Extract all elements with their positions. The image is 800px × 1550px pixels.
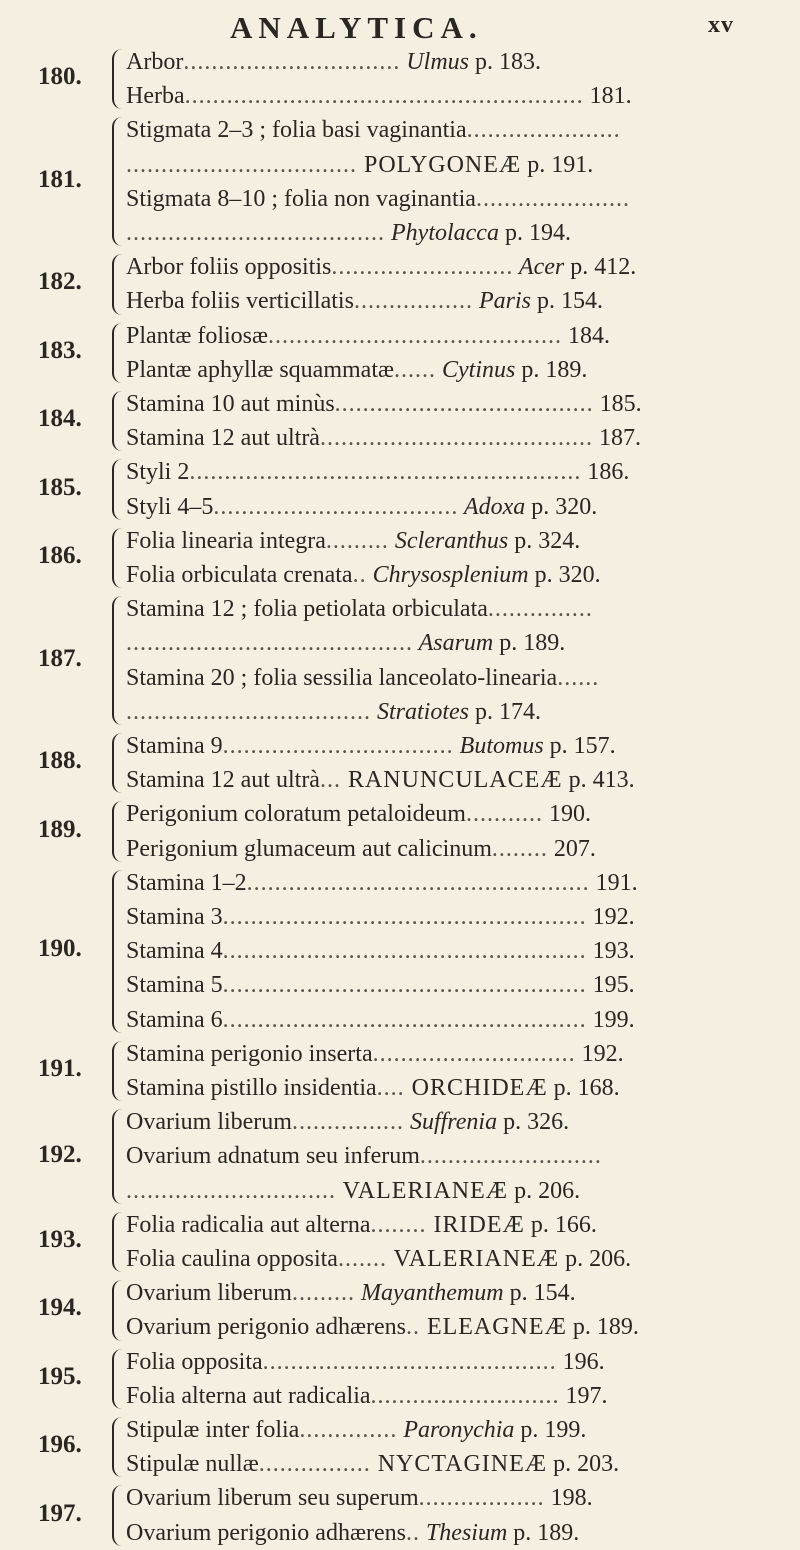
lead-text: Folia linearia integra bbox=[126, 527, 326, 554]
dot-leader: ................ bbox=[258, 1451, 371, 1478]
key-line bbox=[126, 182, 766, 216]
key-line bbox=[126, 695, 766, 729]
key-line bbox=[126, 1208, 766, 1242]
dot-leader: ........ bbox=[370, 1211, 427, 1238]
page-reference: p. 320. bbox=[525, 493, 598, 520]
lead-text: Stamina 4 bbox=[126, 938, 223, 965]
lead-text: Arbor bbox=[126, 49, 184, 75]
page-reference: p. 189. bbox=[507, 1519, 580, 1546]
dot-leader: ....................................... bbox=[319, 425, 593, 452]
key-line bbox=[126, 79, 766, 113]
lead-text: Perigonium coloratum petaloideum bbox=[126, 801, 466, 828]
lead-text: Folia caulina opposita bbox=[126, 1246, 338, 1272]
key-line bbox=[126, 216, 766, 250]
key-line bbox=[126, 455, 766, 489]
genus-name: Paris bbox=[472, 288, 531, 315]
lead-text: Stamina 1–2 bbox=[126, 869, 247, 896]
couplet-number: 183. bbox=[38, 336, 82, 364]
page-reference: p. 166. bbox=[524, 1211, 597, 1238]
key-line bbox=[126, 866, 766, 900]
lead-text: Stamina 6 bbox=[126, 1006, 223, 1033]
genus-name: Scleranthus bbox=[388, 527, 509, 554]
key-line bbox=[126, 490, 766, 524]
page-reference: 184. bbox=[562, 322, 611, 349]
couplet-number: 186. bbox=[38, 542, 82, 569]
dot-leader: .. bbox=[352, 562, 367, 588]
genus-name: Acer bbox=[513, 254, 565, 281]
family-name: ELEAGNEÆ bbox=[419, 1314, 567, 1341]
lead-text: Styli 2 bbox=[126, 459, 190, 486]
dot-leader: ................................... bbox=[213, 493, 459, 520]
key-line bbox=[126, 1310, 766, 1344]
page-reference: 187. bbox=[592, 425, 641, 452]
genus-name: Paronychia bbox=[397, 1417, 515, 1443]
couplet-number: 181. bbox=[38, 165, 82, 193]
lead-text: Ovarium perigonio adhærens bbox=[126, 1519, 406, 1546]
lead-text: Perigonium glumaceum aut calicinum bbox=[126, 835, 492, 862]
dot-leader: .............. bbox=[299, 1417, 398, 1443]
dot-leader: ...................... bbox=[466, 117, 621, 144]
dot-leader: ................................. bbox=[126, 151, 357, 178]
key-line bbox=[126, 1174, 766, 1208]
couplet-number: 182. bbox=[38, 268, 82, 296]
family-name: IRIDEÆ bbox=[426, 1211, 525, 1238]
lead-text: Stamina 3 bbox=[126, 904, 223, 930]
page-reference: 198. bbox=[544, 1485, 593, 1512]
page-reference: p. 174. bbox=[469, 698, 542, 725]
key-line bbox=[126, 797, 766, 831]
brace bbox=[112, 733, 122, 793]
page-reference: p. 154. bbox=[503, 1280, 576, 1307]
dot-leader: ........... bbox=[465, 801, 543, 828]
dot-leader: .. bbox=[405, 1314, 420, 1341]
couplet-number: 190. bbox=[38, 935, 82, 963]
dot-leader: ......................................................... bbox=[184, 83, 584, 110]
lead-text: Stigmata 8–10 ; folia non vaginantia bbox=[126, 185, 476, 212]
genus-name: Thesium bbox=[419, 1519, 508, 1546]
family-name: ORCHIDEÆ bbox=[404, 1075, 548, 1101]
lead-text: Styli 4–5 bbox=[126, 493, 214, 520]
brace bbox=[112, 1417, 122, 1477]
lead-text: Stamina 20 ; folia sessilia lanceolato-linearia bbox=[126, 664, 558, 691]
dot-leader: .......................................... bbox=[262, 1348, 557, 1375]
genus-name: Suffrenia bbox=[403, 1109, 498, 1136]
lead-text: Arbor foliis oppositis bbox=[126, 254, 332, 281]
key-line bbox=[126, 1447, 766, 1481]
page-reference: p. 191. bbox=[521, 151, 594, 178]
page-reference: p. 206. bbox=[508, 1177, 581, 1204]
key-line bbox=[126, 1516, 766, 1550]
key-line bbox=[126, 1413, 766, 1447]
couplet-number: 180. bbox=[38, 63, 82, 91]
page-reference: p. 194. bbox=[498, 220, 571, 246]
dot-leader: ............................... bbox=[183, 49, 401, 75]
page-reference: 191. bbox=[589, 869, 638, 896]
page-reference: 195. bbox=[586, 972, 635, 999]
dot-leader: ............... bbox=[487, 596, 593, 623]
couplet-number: 185. bbox=[38, 473, 82, 501]
page-number: xv bbox=[708, 12, 734, 38]
dot-leader: .................. bbox=[418, 1485, 545, 1512]
key-line bbox=[126, 1037, 766, 1071]
dot-leader: ................ bbox=[291, 1109, 404, 1136]
brace bbox=[112, 254, 122, 314]
couplet-number: 192. bbox=[38, 1140, 82, 1168]
lead-text: Folia opposita bbox=[126, 1348, 263, 1375]
page-reference: p. 157. bbox=[543, 733, 616, 759]
couplet-number: 189. bbox=[38, 815, 82, 843]
genus-name: Asarum bbox=[413, 630, 494, 657]
dot-leader: ........................... bbox=[370, 1382, 560, 1409]
key-line bbox=[126, 1003, 766, 1037]
family-name: POLYGONEÆ bbox=[357, 151, 522, 178]
dot-leader: .. bbox=[405, 1519, 420, 1546]
key-line bbox=[126, 1105, 766, 1139]
page-reference: 190. bbox=[542, 801, 591, 828]
dot-leader: ...................... bbox=[475, 185, 630, 212]
lead-text: Herba foliis verticillatis bbox=[126, 288, 354, 315]
genus-name: Butomus bbox=[453, 733, 544, 759]
brace bbox=[112, 1280, 122, 1340]
brace bbox=[112, 1041, 122, 1101]
couplet-number: 195. bbox=[38, 1362, 82, 1390]
page-reference: p. 189. bbox=[493, 630, 566, 657]
dot-leader: ................................. bbox=[222, 733, 454, 759]
running-title: ANALYTICA. bbox=[230, 10, 483, 45]
family-name: VALERIANEÆ bbox=[386, 1246, 560, 1272]
family-name: RANUNCULACEÆ bbox=[340, 767, 563, 794]
dot-leader: ...... bbox=[394, 356, 436, 383]
page-reference: 186. bbox=[581, 459, 630, 486]
dot-leader: .......................... bbox=[419, 1143, 602, 1170]
dot-leader: ...... bbox=[557, 664, 600, 691]
lead-text: Stamina perigonio inserta bbox=[126, 1040, 373, 1067]
key-line bbox=[126, 45, 766, 79]
brace bbox=[112, 801, 122, 861]
lead-text: Ovarium adnatum seu inferum bbox=[126, 1143, 420, 1170]
lead-text: Stamina 12 aut ultrà bbox=[126, 425, 320, 452]
lead-text: Stamina 5 bbox=[126, 972, 223, 999]
family-name: NYCTAGINEÆ bbox=[370, 1451, 548, 1478]
key-line bbox=[126, 284, 766, 318]
dot-leader: ............................. bbox=[372, 1040, 576, 1067]
key-line bbox=[126, 1242, 766, 1276]
dot-leader: ......... bbox=[291, 1280, 355, 1307]
brace bbox=[112, 391, 122, 451]
couplet-number: 193. bbox=[38, 1226, 82, 1253]
dot-leader: .................................................... bbox=[222, 972, 587, 999]
page-reference: p. 326. bbox=[497, 1109, 570, 1136]
lead-text: Stipulæ nullæ bbox=[126, 1451, 259, 1478]
page-reference: p. 183. bbox=[469, 49, 541, 75]
brace bbox=[112, 1349, 122, 1409]
family-name: VALERIANEÆ bbox=[336, 1177, 509, 1204]
page-reference: p. 189. bbox=[566, 1314, 639, 1341]
page-reference: p. 413. bbox=[562, 767, 635, 794]
key-line bbox=[126, 1379, 766, 1413]
page-reference: 207. bbox=[547, 835, 596, 862]
key-line bbox=[126, 832, 766, 866]
key-line bbox=[126, 592, 766, 626]
lead-text: Plantæ foliosæ bbox=[126, 322, 269, 349]
dot-leader: .............................. bbox=[126, 1177, 336, 1204]
key-line bbox=[126, 968, 766, 1002]
genus-name: Chrysosplenium bbox=[366, 562, 529, 588]
page-reference: p. 206. bbox=[559, 1246, 632, 1272]
key-line bbox=[126, 524, 766, 558]
lead-text: Stamina 12 aut ultrà bbox=[126, 767, 320, 794]
key-line bbox=[126, 900, 766, 934]
key-line bbox=[126, 387, 766, 421]
page-reference: 193. bbox=[586, 938, 635, 965]
page-reference: p. 168. bbox=[547, 1075, 620, 1101]
key-line bbox=[126, 1345, 766, 1379]
dot-leader: .................................................... bbox=[222, 938, 587, 965]
dot-leader: ........................................................ bbox=[189, 459, 582, 486]
dot-leader: .......................................... bbox=[268, 322, 563, 349]
genus-name: Stratiotes bbox=[371, 698, 470, 725]
page-reference: 199. bbox=[586, 1006, 635, 1033]
key-line bbox=[126, 763, 766, 797]
genus-name: Ulmus bbox=[400, 49, 469, 75]
page-reference: p. 199. bbox=[514, 1417, 587, 1443]
lead-text: Plantæ aphyllæ squammatæ bbox=[126, 356, 394, 383]
page-reference: p. 203. bbox=[547, 1451, 620, 1478]
lead-text: Ovarium liberum bbox=[126, 1109, 292, 1136]
couplet-number: 184. bbox=[38, 405, 82, 433]
brace bbox=[112, 596, 122, 725]
dot-leader: ..................................... bbox=[334, 391, 594, 417]
key-line bbox=[126, 1276, 766, 1310]
genus-name: Phytolacca bbox=[385, 220, 499, 246]
page-header bbox=[0, 4, 800, 44]
brace bbox=[112, 49, 122, 109]
couplet-number: 194. bbox=[38, 1294, 82, 1322]
lead-text: Folia radicalia aut alterna bbox=[126, 1211, 371, 1238]
lead-text: Stamina 10 aut minùs bbox=[126, 391, 335, 417]
key-line bbox=[126, 1481, 766, 1515]
brace bbox=[112, 323, 122, 383]
page-reference: 196. bbox=[556, 1348, 605, 1375]
lead-text: Herba bbox=[126, 83, 185, 110]
page-reference: 181. bbox=[583, 83, 632, 110]
page-reference: p. 324. bbox=[508, 527, 581, 554]
couplet-number: 191. bbox=[38, 1055, 82, 1082]
lead-text: Ovarium perigonio adhærens bbox=[126, 1314, 406, 1341]
page-reference: p. 320. bbox=[528, 562, 601, 588]
genus-name: Cytinus bbox=[436, 356, 516, 383]
page-reference: p. 189. bbox=[515, 356, 588, 383]
key-line bbox=[126, 421, 766, 455]
dot-leader: ....... bbox=[337, 1246, 387, 1272]
brace bbox=[112, 528, 122, 588]
dot-leader: ......................................... bbox=[126, 630, 413, 657]
dot-leader: .......................... bbox=[331, 254, 514, 281]
couplet-number: 197. bbox=[38, 1499, 82, 1527]
lead-text: Stamina 9 bbox=[126, 733, 223, 759]
key-line bbox=[126, 1071, 766, 1105]
dot-leader: ........ bbox=[491, 835, 548, 862]
key-line bbox=[126, 661, 766, 695]
brace bbox=[112, 1109, 122, 1204]
brace bbox=[112, 117, 122, 246]
key-line bbox=[126, 250, 766, 284]
brace bbox=[112, 1485, 122, 1545]
dot-leader: .... bbox=[376, 1075, 405, 1101]
key-line bbox=[126, 558, 766, 592]
couplet-number: 188. bbox=[38, 747, 82, 775]
brace bbox=[112, 459, 122, 519]
page-reference: p. 412. bbox=[564, 254, 637, 281]
key-line bbox=[126, 353, 766, 387]
dot-leader: .................................................... bbox=[222, 904, 587, 930]
page-reference: 192. bbox=[575, 1040, 624, 1067]
brace bbox=[112, 870, 122, 1033]
key-line bbox=[126, 934, 766, 968]
page-reference: 185. bbox=[593, 391, 642, 417]
dot-leader: .................................................... bbox=[222, 1006, 587, 1033]
lead-text: Folia alterna aut radicalia bbox=[126, 1382, 371, 1409]
couplet-number: 196. bbox=[38, 1431, 82, 1459]
key-line bbox=[126, 1139, 766, 1173]
key-line bbox=[126, 626, 766, 660]
key-line bbox=[126, 319, 766, 353]
lead-text: Ovarium liberum seu superum bbox=[126, 1485, 419, 1512]
dot-leader: ................................................. bbox=[246, 869, 590, 896]
lead-text: Ovarium liberum bbox=[126, 1280, 292, 1307]
page-reference: p. 154. bbox=[530, 288, 603, 315]
page-reference: 197. bbox=[559, 1382, 608, 1409]
key-line bbox=[126, 113, 766, 147]
brace bbox=[112, 1212, 122, 1272]
couplet-number: 187. bbox=[38, 644, 82, 672]
genus-name: Adoxa bbox=[458, 493, 526, 520]
key-line bbox=[126, 148, 766, 182]
dot-leader: ......... bbox=[325, 527, 389, 554]
genus-name: Mayanthemum bbox=[354, 1280, 504, 1307]
lead-text: Stamina pistillo insidentia bbox=[126, 1075, 377, 1101]
key-line bbox=[126, 729, 766, 763]
lead-text: Stigmata 2–3 ; folia basi vaginantia bbox=[126, 117, 467, 144]
dot-leader: ................. bbox=[353, 288, 473, 315]
lead-text: Stamina 12 ; folia petiolata orbiculata bbox=[126, 596, 488, 623]
dot-leader: ..................................... bbox=[126, 220, 385, 246]
dot-leader: ................................... bbox=[126, 698, 371, 725]
dot-leader: ... bbox=[319, 767, 341, 794]
lead-text: Folia orbiculata crenata bbox=[126, 562, 353, 588]
lead-text: Stipulæ inter folia bbox=[126, 1417, 300, 1443]
page-reference: 192. bbox=[586, 904, 635, 930]
